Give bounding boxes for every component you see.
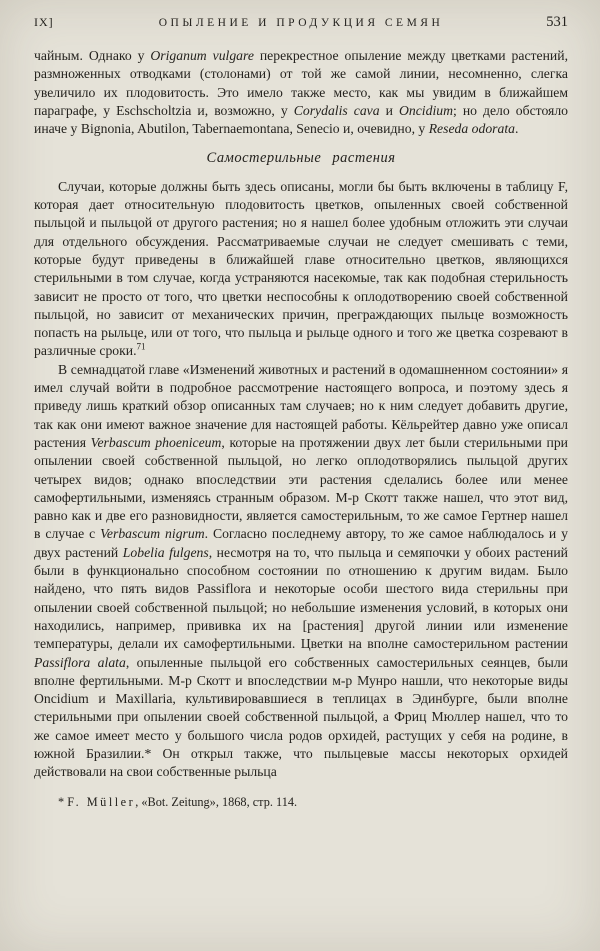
paragraph-seventeenth-chapter: В семнадцатой главе «Изменений животных и растений в одомашненном состоянии» я имел случай войти в подробное рассмотрение настоящего вопроса, и поэтому здесь я приведу лишь краткий обзор описанных там случаев; но к ним следует добавить другие, так как они имеют важное значение для настоящей работы. Кёльрейтер давно уже описал растения Verbascum phoeniceum, которые на протяжении двух лет были стерильными при опылении своей собственной пыльцой, но легко оплодотворялись пыльцой других четырех видов; однако впоследствии эти растения сделались более или менее самофертильными, изменяясь странным образом. М-р Скотт также нашел, что этот вид, равно как и две его разновидности, является самостерильным, то же самое Гертнер нашел в случае с Verbascum nigrum. Согласно последнему автору, то же самое наблюдалось и у двух растений Lobelia fulgens, несмотря на то, что пыльца и семяпочки у обоих растений были в функционально способном состоянии по отношению к другим видам. Было найдено, что пять видов Passiflora и некоторые особи шестого вида стерильны при опылении своей собственной пыльцой; но небольшие изменения условий, в которых они находились, например, прививка их на [растения] другой линии или изменение температуры, делали их самофертильными. Цветки на вполне самостерильном растении Passiflora alata, опыленные пыльцой его собственных самостерильных сеянцев, были вполне фертильными. М-р Скотт и впоследствии м-р Мунро нашли, что некоторые виды Oncidium и Maxillaria, культивировавшиеся в теплицах в Эдинбурге, были вполне стерильными при опылении своей собственной пыльцой, а Фриц Мюллер нашел, что то же самое имеет место у большого числа родов орхидей, растущих у себя на родине, в южной Бразилии.* Он открыл также, что пыльцевые массы некоторых орхидей действовали на свои собственные рыльца bbox=[34, 361, 568, 780]
page-header bbox=[34, 14, 568, 31]
section-heading: Самостерильные растения bbox=[206, 150, 396, 167]
page-number: 531 bbox=[546, 14, 568, 30]
chapter-number: IX] bbox=[34, 15, 54, 29]
page-body bbox=[34, 47, 568, 810]
paragraph-cases: Случаи, которые должны быть здесь описаны, могли бы быть включены в таблицу F, которая дает относительную плодовитость цветков, опыленных своей собственной пыльцой и пыльцой от другого растения; но я нашел более удобным отложить эти случаи для отдельного обсуждения. Рассматриваемые случаи не следует смешивать с теми, которые будут приведены в ближайшей главе относительно цветков, являющихся стерильными в том случае, когда устраняются насекомые, так как подобная стерильность зависит не просто от того, что цветки неспособны к оплодотворению своей собственной пыльцой, но зависит от механических причин, преграждающих пыльце возможность попасть на рыльце, или от того, что пыльца и рыльце одного и того же цветка созревают в различные сроки.$^{71}$ bbox=[34, 178, 568, 359]
footnote: * F. Müller, «Bot. Zeitung», 1868, стр. 114. bbox=[58, 794, 298, 809]
running-title: ОПЫЛЕНИЕ И ПРОДУКЦИЯ СЕМЯН bbox=[158, 17, 444, 29]
paragraph-continuation: чайным. Однако у Origanum vulgare перекрестное опыление между цветками растений, размноженных отводками (столонами) от той же самой линии, несомненно, слегка увеличило их плодовитость. Это имело также место, как мы увидим в ближайшем параграфе, у Eschscholtzia и, возможно, у Corydalis cava и Oncidium; но дело обстояло иначе у Bignonia, Abutilon, Tabernaemontana, Senecio и, очевидно, у Reseda odorata. bbox=[34, 48, 568, 137]
